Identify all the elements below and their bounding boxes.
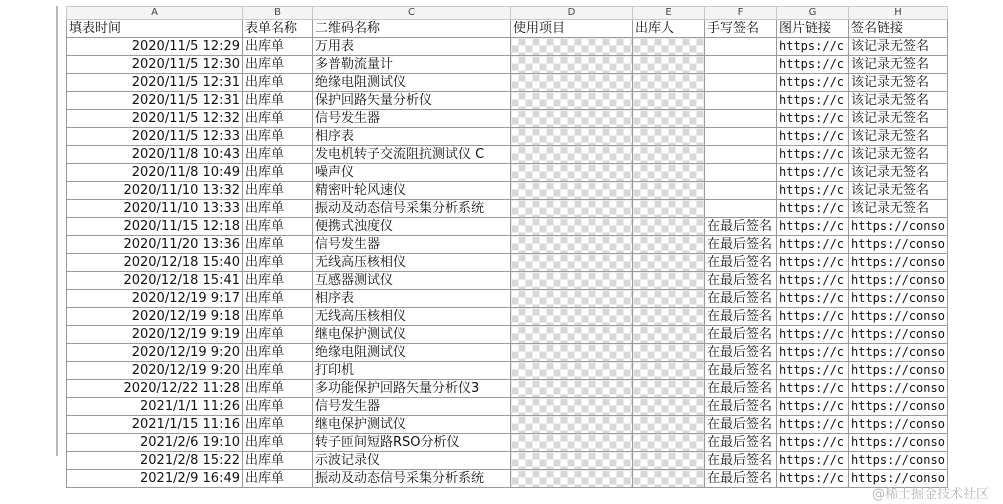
time-cell[interactable]: 2020/12/19 9:20 [67, 344, 243, 362]
table-row [67, 164, 948, 182]
signature-cell[interactable]: 在最后签名 [705, 434, 777, 452]
row-gutter-mark [56, 60, 64, 78]
header-cell[interactable]: 使用项目 [511, 20, 633, 38]
table-row [67, 326, 948, 344]
time-cell[interactable]: 2020/11/10 13:33 [67, 200, 243, 218]
column-letter[interactable]: A [67, 7, 243, 20]
project-cell[interactable] [511, 434, 633, 452]
signature-cell[interactable] [705, 56, 777, 74]
person-cell[interactable] [633, 146, 705, 164]
image-link-cell[interactable]: https://c [777, 344, 849, 362]
person-cell[interactable] [633, 344, 705, 362]
signature-link-cell[interactable]: 该记录无签名 [849, 128, 948, 146]
data-table [66, 6, 948, 488]
person-cell[interactable] [633, 218, 705, 236]
signature-cell[interactable]: 在最后签名 [705, 236, 777, 254]
project-cell[interactable] [511, 56, 633, 74]
table-row [67, 362, 948, 380]
row-gutter-mark [56, 6, 64, 24]
project-cell[interactable] [511, 74, 633, 92]
person-cell[interactable] [633, 416, 705, 434]
person-cell[interactable] [633, 92, 705, 110]
signature-link-cell[interactable]: 该记录无签名 [849, 74, 948, 92]
qr-name-cell[interactable]: 继电保护测试仪 [313, 326, 511, 344]
signature-link-cell[interactable]: 该记录无签名 [849, 200, 948, 218]
row-gutter-mark [56, 114, 64, 132]
column-letter[interactable]: G [777, 7, 849, 20]
row-gutter-mark [56, 204, 64, 222]
time-cell[interactable]: 2020/11/8 10:49 [67, 164, 243, 182]
signature-link-cell[interactable]: https://conso [849, 362, 948, 380]
table-row [67, 272, 948, 290]
image-link-cell[interactable]: https://c [777, 380, 849, 398]
table-row [67, 56, 948, 74]
header-cell[interactable]: 签名链接 [849, 20, 948, 38]
time-cell[interactable]: 2020/12/19 9:18 [67, 308, 243, 326]
form-cell[interactable]: 出库单 [243, 200, 313, 218]
watermark-text: @稀土掘金技术社区 [871, 487, 989, 502]
table-row [67, 416, 948, 434]
signature-cell[interactable] [705, 200, 777, 218]
time-cell[interactable]: 2020/11/5 12:29 [67, 38, 243, 56]
signature-cell[interactable]: 在最后签名 [705, 290, 777, 308]
row-gutter-mark [56, 222, 64, 240]
qr-name-cell[interactable]: 多普勒流量计 [313, 56, 511, 74]
row-gutter-mark [56, 258, 64, 276]
image-link-cell[interactable]: https://c [777, 200, 849, 218]
signature-cell[interactable]: 在最后签名 [705, 344, 777, 362]
form-cell[interactable]: 出库单 [243, 380, 313, 398]
table-row [67, 146, 948, 164]
person-cell[interactable] [633, 452, 705, 470]
person-cell[interactable] [633, 38, 705, 56]
column-letter[interactable]: H [849, 7, 948, 20]
image-link-cell[interactable]: https://c [777, 164, 849, 182]
signature-link-cell[interactable]: 该记录无签名 [849, 110, 948, 128]
header-cell[interactable]: 填表时间 [67, 20, 243, 38]
table-row [67, 128, 948, 146]
signature-cell[interactable] [705, 38, 777, 56]
signature-cell[interactable]: 在最后签名 [705, 452, 777, 470]
table-row [67, 110, 948, 128]
signature-cell[interactable] [705, 92, 777, 110]
signature-link-cell[interactable]: https://conso [849, 452, 948, 470]
table-row [67, 470, 948, 488]
signature-link-cell[interactable]: https://conso [849, 434, 948, 452]
time-cell[interactable]: 2020/12/19 9:17 [67, 290, 243, 308]
form-cell[interactable]: 出库单 [243, 218, 313, 236]
qr-name-cell[interactable]: 振动及动态信号采集分析系统 [313, 200, 511, 218]
row-gutter-mark [56, 348, 64, 366]
signature-cell[interactable]: 在最后签名 [705, 380, 777, 398]
time-cell[interactable]: 2020/11/5 12:31 [67, 74, 243, 92]
person-cell[interactable] [633, 434, 705, 452]
image-link-cell[interactable]: https://c [777, 128, 849, 146]
form-cell[interactable]: 出库单 [243, 128, 313, 146]
table-row [67, 344, 948, 362]
table-row [67, 290, 948, 308]
form-cell[interactable]: 出库单 [243, 362, 313, 380]
signature-link-cell[interactable]: 该记录无签名 [849, 92, 948, 110]
form-cell[interactable]: 出库单 [243, 398, 313, 416]
signature-link-cell[interactable]: https://conso [849, 380, 948, 398]
project-cell[interactable] [511, 200, 633, 218]
form-cell[interactable]: 出库单 [243, 164, 313, 182]
signature-link-cell[interactable]: https://conso [849, 236, 948, 254]
row-gutter-mark [56, 150, 64, 168]
signature-link-cell[interactable]: https://conso [849, 308, 948, 326]
table-row [67, 434, 948, 452]
form-cell[interactable]: 出库单 [243, 92, 313, 110]
image-link-cell[interactable]: https://c [777, 470, 849, 488]
signature-link-cell[interactable]: https://conso [849, 218, 948, 236]
image-link-cell[interactable]: https://c [777, 146, 849, 164]
header-cell[interactable]: 图片链接 [777, 20, 849, 38]
form-cell[interactable]: 出库单 [243, 452, 313, 470]
table-row [67, 452, 948, 470]
image-link-cell[interactable]: https://c [777, 92, 849, 110]
table-row [67, 74, 948, 92]
qr-name-cell[interactable]: 无线高压核相仪 [313, 254, 511, 272]
image-link-cell[interactable]: https://c [777, 236, 849, 254]
signature-link-cell[interactable]: 该记录无签名 [849, 56, 948, 74]
person-cell[interactable] [633, 470, 705, 488]
table-row [67, 380, 948, 398]
row-gutter-mark [56, 132, 64, 150]
column-letter[interactable]: D [511, 7, 633, 20]
qr-name-cell[interactable]: 相序表 [313, 290, 511, 308]
person-cell[interactable] [633, 236, 705, 254]
image-link-cell[interactable]: https://c [777, 110, 849, 128]
table-row [67, 92, 948, 110]
person-cell[interactable] [633, 110, 705, 128]
table-row [67, 254, 948, 272]
row-gutter-mark [56, 168, 64, 186]
project-cell[interactable] [511, 362, 633, 380]
signature-cell[interactable] [705, 74, 777, 92]
person-cell[interactable] [633, 308, 705, 326]
signature-link-cell[interactable]: https://conso [849, 290, 948, 308]
person-cell[interactable] [633, 182, 705, 200]
image-link-cell[interactable]: https://c [777, 416, 849, 434]
project-cell[interactable] [511, 146, 633, 164]
time-cell[interactable]: 2020/11/5 12:32 [67, 110, 243, 128]
person-cell[interactable] [633, 290, 705, 308]
row-gutter-mark [56, 294, 64, 312]
qr-name-cell[interactable]: 信号发生器 [313, 110, 511, 128]
table-row [67, 398, 948, 416]
project-cell[interactable] [511, 326, 633, 344]
qr-name-cell[interactable]: 无线高压核相仪 [313, 308, 511, 326]
row-gutter-mark [56, 420, 64, 438]
project-cell[interactable] [511, 128, 633, 146]
project-cell[interactable] [511, 290, 633, 308]
qr-name-cell[interactable]: 保护回路矢量分析仪 [313, 92, 511, 110]
table-row [67, 308, 948, 326]
image-link-cell[interactable]: https://c [777, 218, 849, 236]
signature-cell[interactable] [705, 146, 777, 164]
time-cell[interactable]: 2020/12/19 9:20 [67, 362, 243, 380]
time-cell[interactable]: 2021/2/8 15:22 [67, 452, 243, 470]
time-cell[interactable]: 2020/12/18 15:41 [67, 272, 243, 290]
table-body [67, 38, 948, 488]
image-link-cell[interactable]: https://c [777, 326, 849, 344]
row-gutter-mark [56, 384, 64, 402]
image-link-cell[interactable]: https://c [777, 362, 849, 380]
signature-link-cell[interactable]: 该记录无签名 [849, 182, 948, 200]
signature-cell[interactable]: 在最后签名 [705, 272, 777, 290]
form-cell[interactable]: 出库单 [243, 236, 313, 254]
table-row [67, 38, 948, 56]
form-cell[interactable]: 出库单 [243, 38, 313, 56]
form-cell[interactable]: 出库单 [243, 308, 313, 326]
project-cell[interactable] [511, 452, 633, 470]
form-cell[interactable]: 出库单 [243, 434, 313, 452]
qr-name-cell[interactable]: 精密叶轮风速仪 [313, 182, 511, 200]
row-gutter-mark [56, 78, 64, 96]
qr-name-cell[interactable]: 继电保护测试仪 [313, 416, 511, 434]
form-cell[interactable]: 出库单 [243, 182, 313, 200]
person-cell[interactable] [633, 128, 705, 146]
header-cell[interactable]: 二维码名称 [313, 20, 511, 38]
form-cell[interactable]: 出库单 [243, 290, 313, 308]
form-cell[interactable]: 出库单 [243, 56, 313, 74]
person-cell[interactable] [633, 380, 705, 398]
image-link-cell[interactable]: https://c [777, 56, 849, 74]
image-link-cell[interactable]: https://c [777, 398, 849, 416]
signature-link-cell[interactable]: 该记录无签名 [849, 164, 948, 182]
row-gutter-mark [56, 276, 64, 294]
signature-cell[interactable] [705, 182, 777, 200]
row-gutter-mark [56, 186, 64, 204]
qr-name-cell[interactable]: 打印机 [313, 362, 511, 380]
form-cell[interactable]: 出库单 [243, 110, 313, 128]
time-cell[interactable]: 2020/11/8 10:43 [67, 146, 243, 164]
signature-link-cell[interactable]: 该记录无签名 [849, 146, 948, 164]
project-cell[interactable] [511, 164, 633, 182]
image-link-cell[interactable]: https://c [777, 74, 849, 92]
spreadsheet [66, 6, 948, 488]
time-cell[interactable]: 2020/11/20 13:36 [67, 236, 243, 254]
header-cell[interactable]: 表单名称 [243, 20, 313, 38]
project-cell[interactable] [511, 344, 633, 362]
row-gutter-mark [56, 366, 64, 384]
signature-cell[interactable]: 在最后签名 [705, 308, 777, 326]
qr-name-cell[interactable]: 信号发生器 [313, 236, 511, 254]
row-gutter-mark [56, 240, 64, 258]
image-link-cell[interactable]: https://c [777, 434, 849, 452]
signature-cell[interactable]: 在最后签名 [705, 254, 777, 272]
qr-name-cell[interactable]: 噪声仪 [313, 164, 511, 182]
header-row [67, 20, 948, 38]
header-cell[interactable]: 手写签名 [705, 20, 777, 38]
signature-cell[interactable] [705, 164, 777, 182]
image-link-cell[interactable]: https://c [777, 290, 849, 308]
project-cell[interactable] [511, 110, 633, 128]
person-cell[interactable] [633, 56, 705, 74]
form-cell[interactable]: 出库单 [243, 74, 313, 92]
column-letter[interactable]: E [633, 7, 705, 20]
form-cell[interactable]: 出库单 [243, 254, 313, 272]
project-cell[interactable] [511, 254, 633, 272]
signature-link-cell[interactable]: 该记录无签名 [849, 38, 948, 56]
project-cell[interactable] [511, 38, 633, 56]
image-link-cell[interactable]: https://c [777, 254, 849, 272]
time-cell[interactable]: 2020/12/19 9:19 [67, 326, 243, 344]
qr-name-cell[interactable]: 示波记录仪 [313, 452, 511, 470]
project-cell[interactable] [511, 416, 633, 434]
project-cell[interactable] [511, 218, 633, 236]
time-cell[interactable]: 2021/1/1 11:26 [67, 398, 243, 416]
signature-cell[interactable]: 在最后签名 [705, 470, 777, 488]
person-cell[interactable] [633, 74, 705, 92]
form-cell[interactable]: 出库单 [243, 344, 313, 362]
time-cell[interactable]: 2020/12/22 11:28 [67, 380, 243, 398]
signature-cell[interactable] [705, 128, 777, 146]
row-gutter-mark [56, 96, 64, 114]
time-cell[interactable]: 2020/11/5 12:31 [67, 92, 243, 110]
project-cell[interactable] [511, 398, 633, 416]
time-cell[interactable]: 2020/11/15 12:18 [67, 218, 243, 236]
row-gutter-mark [56, 402, 64, 420]
image-link-cell[interactable]: https://c [777, 38, 849, 56]
qr-name-cell[interactable]: 振动及动态信号采集分析系统 [313, 470, 511, 488]
row-gutter-mark [56, 330, 64, 348]
column-letter[interactable]: F [705, 7, 777, 20]
form-cell[interactable]: 出库单 [243, 272, 313, 290]
qr-name-cell[interactable]: 转子匝间短路RSO分析仪 [313, 434, 511, 452]
project-cell[interactable] [511, 272, 633, 290]
row-gutter [56, 6, 64, 456]
form-cell[interactable]: 出库单 [243, 470, 313, 488]
project-cell[interactable] [511, 380, 633, 398]
time-cell[interactable]: 2021/2/6 19:10 [67, 434, 243, 452]
signature-cell[interactable] [705, 110, 777, 128]
time-cell[interactable]: 2020/11/5 12:33 [67, 128, 243, 146]
time-cell[interactable]: 2020/11/10 13:32 [67, 182, 243, 200]
project-cell[interactable] [511, 236, 633, 254]
person-cell[interactable] [633, 362, 705, 380]
qr-name-cell[interactable]: 信号发生器 [313, 398, 511, 416]
signature-cell[interactable]: 在最后签名 [705, 218, 777, 236]
person-cell[interactable] [633, 164, 705, 182]
table-row [67, 182, 948, 200]
image-link-cell[interactable]: https://c [777, 452, 849, 470]
table-row [67, 236, 948, 254]
qr-name-cell[interactable]: 绝缘电阻测试仪 [313, 74, 511, 92]
signature-link-cell[interactable]: https://conso [849, 416, 948, 434]
signature-link-cell[interactable]: https://conso [849, 272, 948, 290]
qr-name-cell[interactable]: 发电机转子交流阻抗测试仪 C [313, 146, 511, 164]
signature-link-cell[interactable]: https://conso [849, 254, 948, 272]
qr-name-cell[interactable]: 相序表 [313, 128, 511, 146]
row-gutter-mark [56, 312, 64, 330]
form-cell[interactable]: 出库单 [243, 326, 313, 344]
time-cell[interactable]: 2021/2/9 16:49 [67, 470, 243, 488]
image-link-cell[interactable]: https://c [777, 272, 849, 290]
time-cell[interactable]: 2020/11/5 12:30 [67, 56, 243, 74]
qr-name-cell[interactable]: 绝缘电阻测试仪 [313, 344, 511, 362]
image-link-cell[interactable]: https://c [777, 182, 849, 200]
project-cell[interactable] [511, 182, 633, 200]
signature-link-cell[interactable]: https://conso [849, 398, 948, 416]
project-cell[interactable] [511, 308, 633, 326]
time-cell[interactable]: 2021/1/15 11:16 [67, 416, 243, 434]
signature-cell[interactable]: 在最后签名 [705, 416, 777, 434]
row-gutter-mark [56, 438, 64, 456]
project-cell[interactable] [511, 470, 633, 488]
person-cell[interactable] [633, 200, 705, 218]
signature-link-cell[interactable]: https://conso [849, 470, 948, 488]
image-link-cell[interactable]: https://c [777, 308, 849, 326]
signature-cell[interactable]: 在最后签名 [705, 362, 777, 380]
form-cell[interactable]: 出库单 [243, 416, 313, 434]
column-letter-row [67, 7, 948, 20]
qr-name-cell[interactable]: 万用表 [313, 38, 511, 56]
person-cell[interactable] [633, 254, 705, 272]
time-cell[interactable]: 2020/12/18 15:40 [67, 254, 243, 272]
person-cell[interactable] [633, 326, 705, 344]
row-gutter-mark [56, 24, 64, 42]
qr-name-cell[interactable]: 便携式浊度仪 [313, 218, 511, 236]
signature-cell[interactable]: 在最后签名 [705, 398, 777, 416]
project-cell[interactable] [511, 92, 633, 110]
qr-name-cell[interactable]: 互感器测试仪 [313, 272, 511, 290]
header-cell[interactable]: 出库人 [633, 20, 705, 38]
signature-cell[interactable]: 在最后签名 [705, 326, 777, 344]
column-letter[interactable]: C [313, 7, 511, 20]
column-letter[interactable]: B [243, 7, 313, 20]
person-cell[interactable] [633, 398, 705, 416]
qr-name-cell[interactable]: 多功能保护回路矢量分析仪3 [313, 380, 511, 398]
table-row [67, 218, 948, 236]
person-cell[interactable] [633, 272, 705, 290]
signature-link-cell[interactable]: https://conso [849, 344, 948, 362]
form-cell[interactable]: 出库单 [243, 146, 313, 164]
row-gutter-mark [56, 42, 64, 60]
table-row [67, 200, 948, 218]
signature-link-cell[interactable]: https://conso [849, 326, 948, 344]
